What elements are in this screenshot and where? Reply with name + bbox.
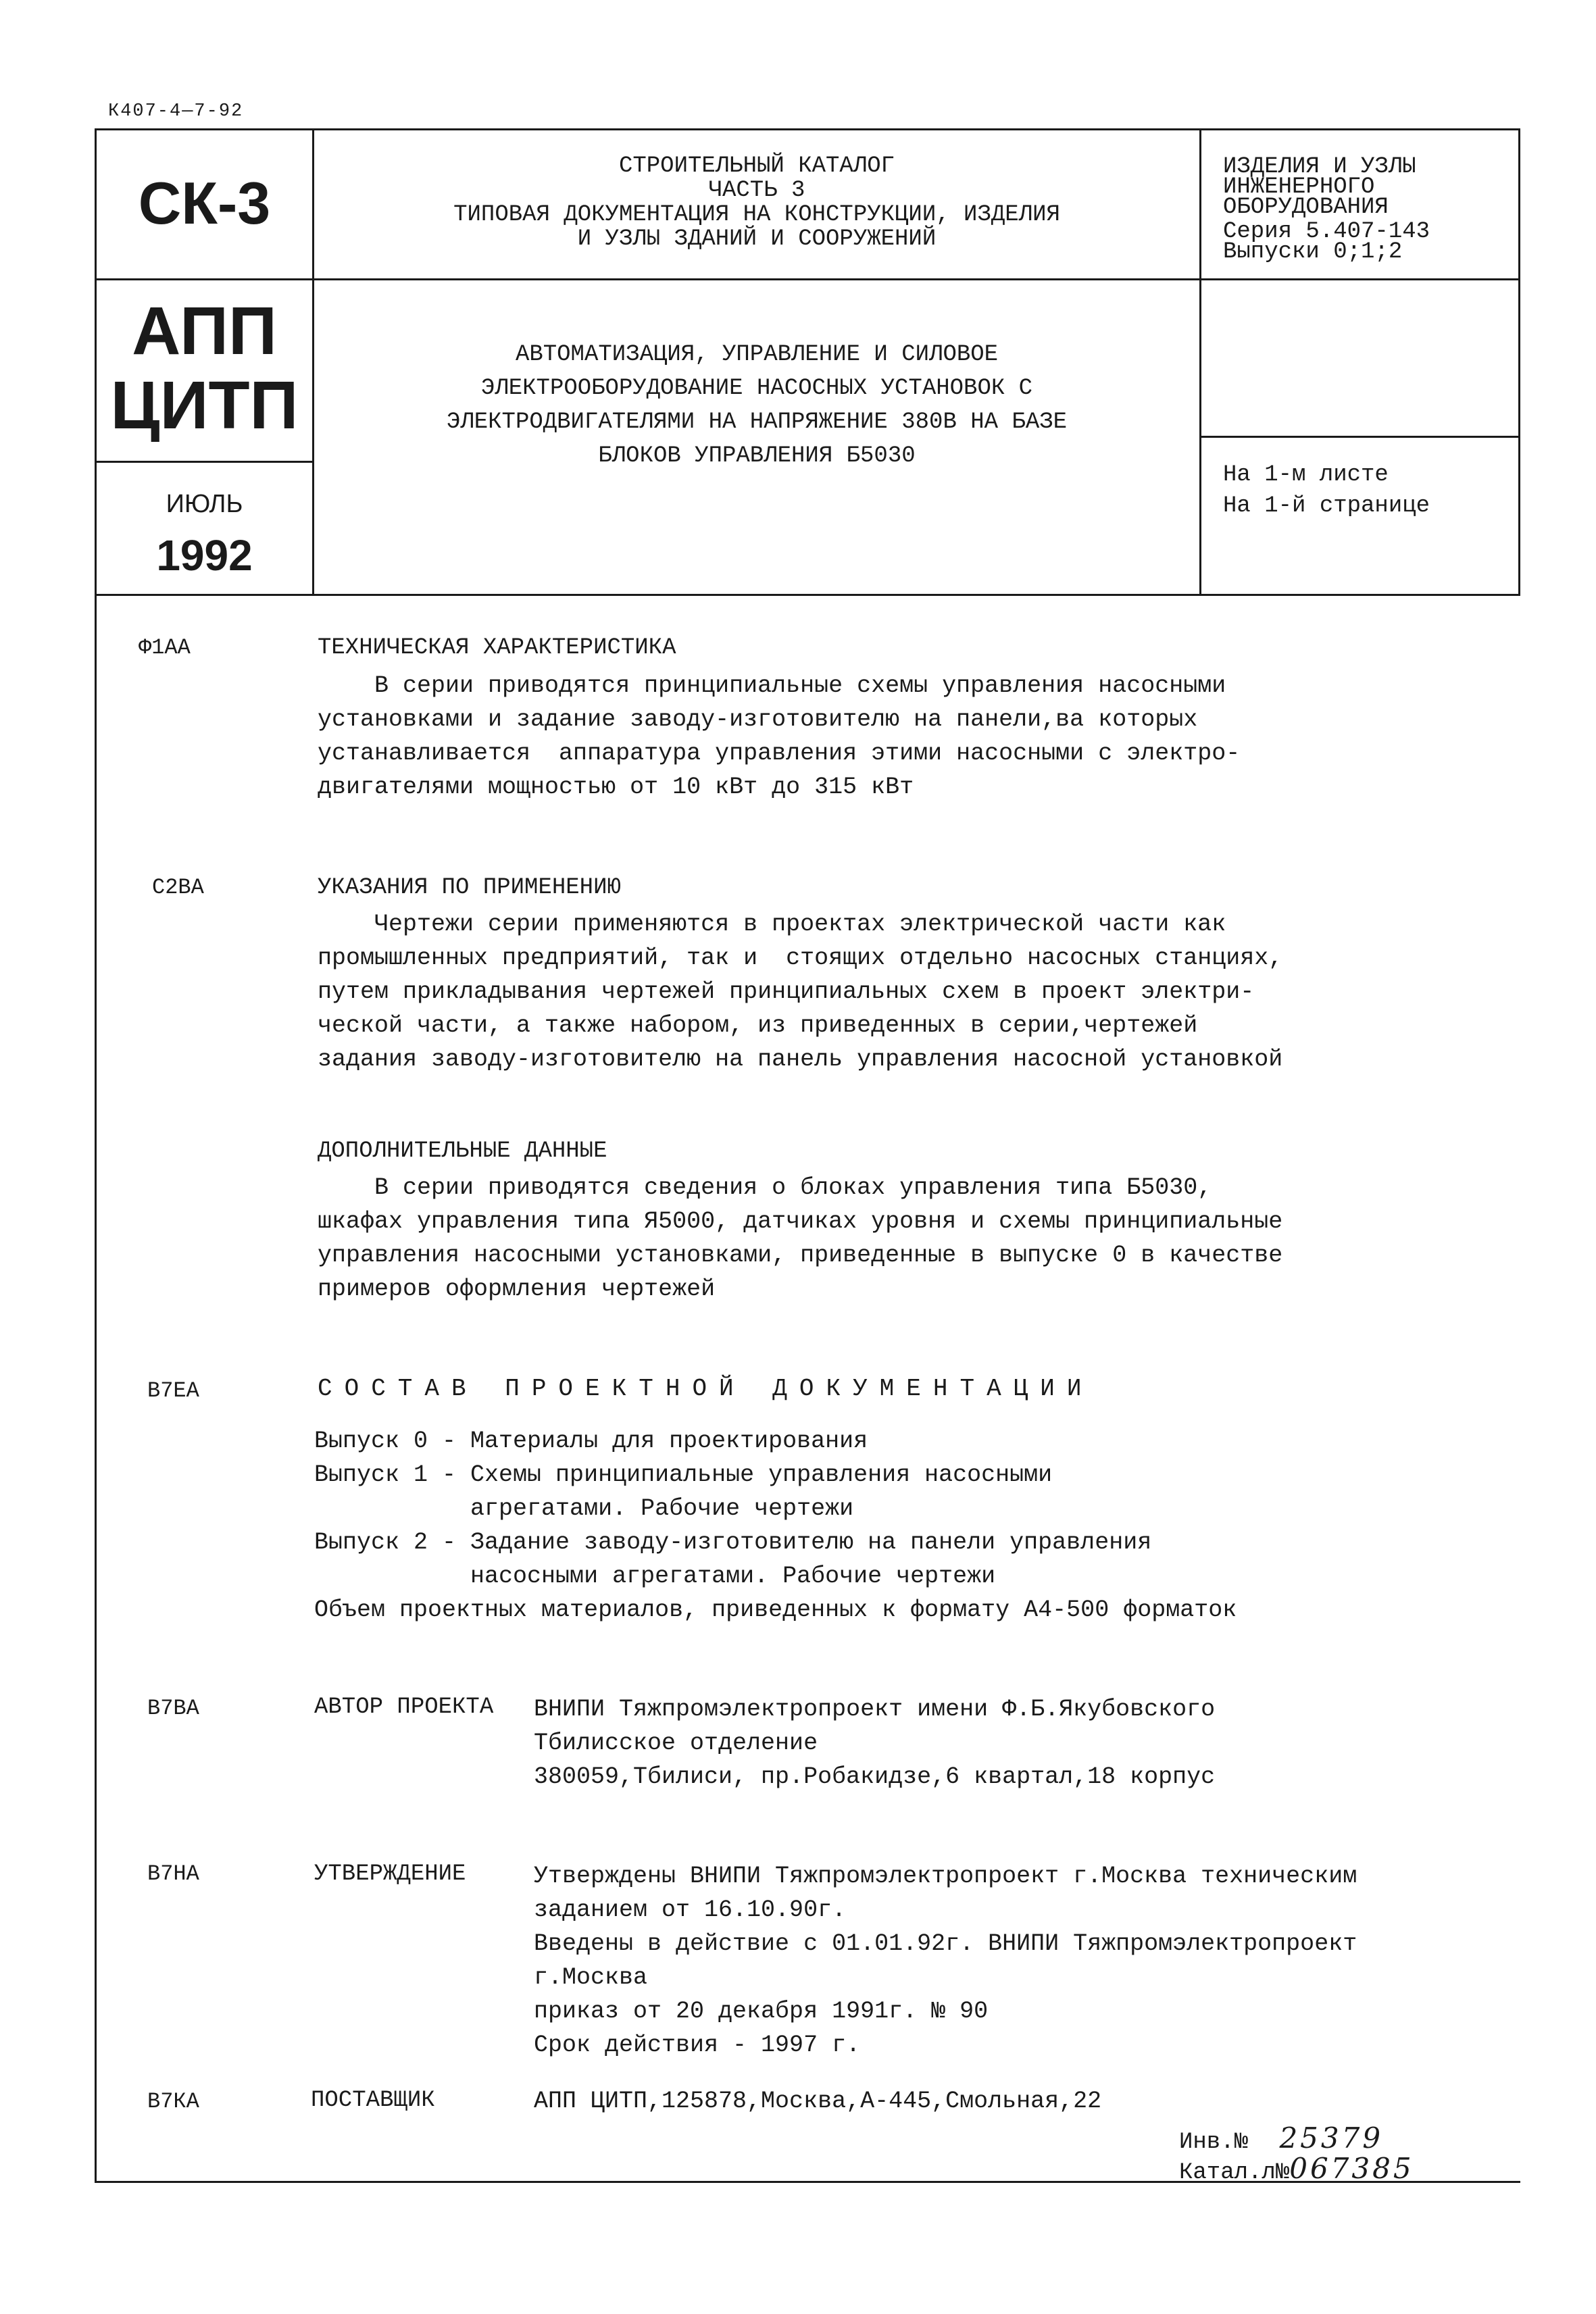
catalog-stamp [1179,2152,1414,2186]
section-text-tech: В серии приводятся принципиальные схемы управления насосными установками и задание заводу-изготовителю на панели,ва которых устанавливается аппаратура управления этими насосными с электро- двигателями мощностью от 10 кВт до 315 кВт [318,672,1241,801]
section-label-approval: УТВЕРЖДЕНИЕ [314,1861,466,1887]
catalog-subtitle-1: ТИПОВАЯ ДОКУМЕНТАЦИЯ НА КОНСТРУКЦИИ, ИЗДЕЛИЯ [453,202,1060,228]
section-heading-composition: СОСТАВ ПРОЕКТНОЙ ДОКУМЕНТАЦИИ [318,1375,1094,1403]
section-text-supplier: АПП ЦИТП,125878,Москва,А-445,Смольная,22 [534,2088,1102,2115]
product-group-block [1223,154,1520,265]
issue-year: 1992 [156,531,253,580]
subject-line: ЭЛЕКТРОДВИГАТЕЛЯМИ НА НАПРЯЖЕНИЕ 380В НА БАЗЕ [446,409,1068,435]
header-left-divider [95,461,314,463]
section-code-approval: В7НА [147,1861,199,1886]
section-code-author: В7ВА [147,1696,199,1721]
section-text-extra: В серии приводятся сведения о блоках управления типа Б5030, шкафах управления типа Я5000, датчиках уровня и схемы принципиальные управления насосными установками, приведенные в выпуске 0 в качестве примеров оформления чертежей [318,1174,1283,1303]
catalog-title-block [318,154,1196,251]
section-heading-tech: ТЕХНИЧЕСКАЯ ХАРАКТЕРИСТИКА [318,635,676,661]
inventory-number: 25379 [1279,2121,1384,2155]
section-text-author: ВНИПИ Тяжпромэлектропроект имени Ф.Б.Якубовского Тбилисское отделение 380059,Тбилиси, пр.Робакидзе,6 квартал,18 корпус [534,1696,1216,1790]
product-group-line-3: ОБОРУДОВАНИЯ [1223,195,1389,220]
section-text-approval: Утверждены ВНИПИ Тяжпромэлектропроект г.Москва техническим заданием от 16.10.90г. Введены в действие с 01.01.92г. ВНИПИ Тяжпромэлектропроект г.Москва приказ от 20 декабря 1991г. № 90 Срок действия - 1997 г. [534,1863,1357,2059]
section-code-tech: Ф1АА [139,635,191,660]
section-text-usage: Чертежи серии применяются в проектах электрической части как промышленных предприятий, так и стоящих отдельно насосных станциях, путем прикладывания чертежей принципиальных схем в проект электри- ческой части, а также набором, из приведенных в серии,чертежей задания заводу-изготовителю на панель управления насосной установкой [318,911,1283,1073]
subject-block [318,338,1196,473]
issues-list: Выпуски 0;1;2 [1223,239,1403,265]
series-number: Серия 5.407-143 [1223,219,1430,245]
section-code-supplier: В7КА [147,2089,199,2114]
subject-line: БЛОКОВ УПРАВЛЕНИЯ Б5030 [598,443,916,469]
section-heading-extra: ДОПОЛНИТЕЛЬНЫЕ ДАННЫЕ [318,1138,607,1164]
catalog-sheet-label: Катал.л№ [1179,2160,1290,2186]
product-group-line-2: ИНЖЕНЕРНОГО [1223,174,1375,200]
header-row-divider [95,278,1520,280]
section-label-author: АВТОР ПРОЕКТА [314,1694,494,1720]
section-text-composition: Выпуск 0 - Материалы для проектирования Выпуск 1 - Схемы принципиальные управления насосными агрегатами. Рабочие чертежи Выпуск 2 - Задание заводу-изготовителю на панели управления насосными агрегатами. Рабочие чертежи Объем проектных материалов, приведенных к формату А4-500 форматок [314,1428,1237,1624]
org-line-1: АПП [132,293,277,369]
sheet-info [1223,459,1520,522]
inventory-label: Инв.№ [1179,2130,1249,2155]
header-divider-right [1199,128,1201,596]
page-count: На 1-й странице [1223,493,1430,519]
section-code-composition: В7ЕА [147,1378,199,1403]
catalog-title: СТРОИТЕЛЬНЫЙ КАТАЛОГ [618,153,895,179]
product-group-line-1: ИЗДЕЛИЯ И УЗЛЫ [1223,154,1416,180]
document-code: К407-4—7-92 [108,101,244,122]
subject-line: ЭЛЕКТРООБОРУДОВАНИЕ НАСОСНЫХ УСТАНОВОК С [480,376,1033,401]
section-label-supplier: ПОСТАВЩИК [311,2088,435,2113]
catalog-sheet-number: 067385 [1289,2152,1414,2185]
issue-month: ИЮЛЬ [166,490,243,518]
sheet-count: На 1-м листе [1223,462,1389,488]
org-line-2: ЦИТП [110,368,299,443]
subject-line: АВТОМАТИЗАЦИЯ, УПРАВЛЕНИЕ И СИЛОВОЕ [515,342,999,368]
inventory-stamp [1179,2121,1383,2155]
catalog-part: ЧАСТЬ 3 [708,178,805,203]
header-right-divider [1199,436,1520,438]
section-heading-usage: УКАЗАНИЯ ПО ПРИМЕНЕНИЮ [318,875,621,901]
section-code-usage: С2ВА [152,875,204,900]
org-name [95,294,314,443]
catalog-subtitle-2: И УЗЛЫ ЗДАНИЙ И СООРУЖЕНИЙ [577,226,937,252]
logo-sk3: СК-3 [138,170,271,236]
